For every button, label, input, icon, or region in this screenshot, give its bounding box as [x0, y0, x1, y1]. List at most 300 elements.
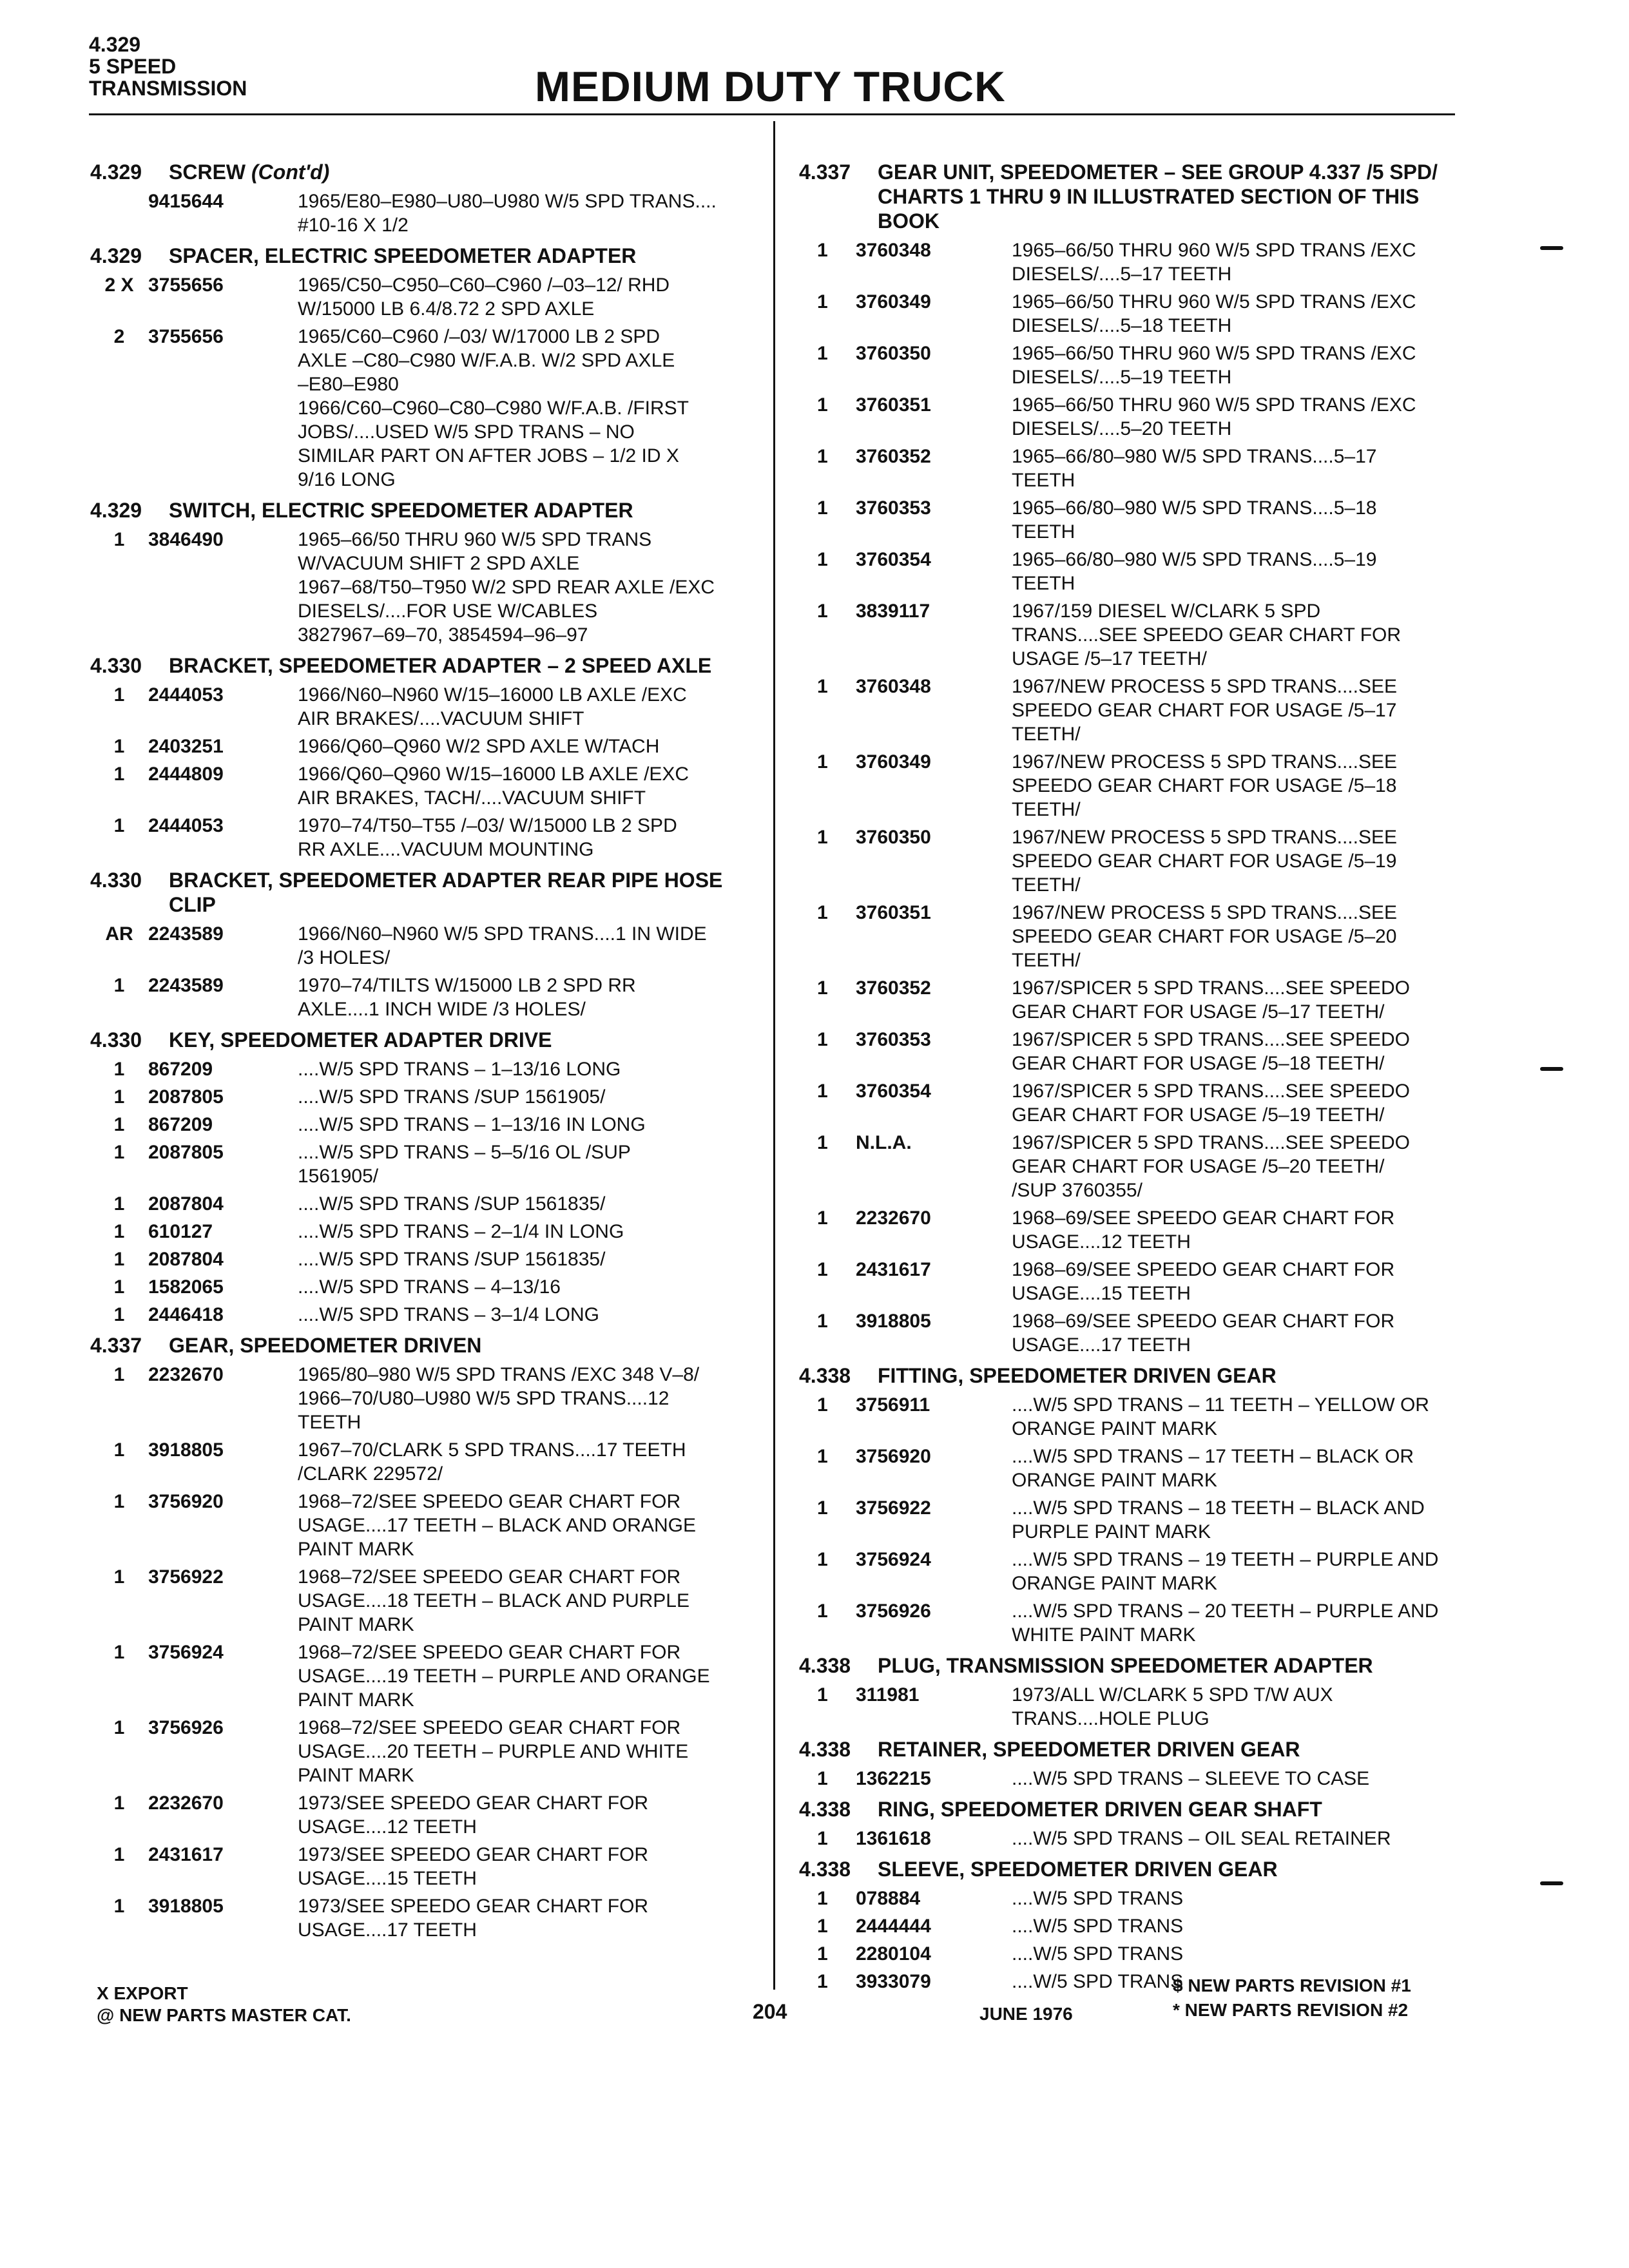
- description-line: TEETH/: [1012, 874, 1081, 896]
- part-number: 3756924: [148, 1642, 224, 1663]
- description-line: 9/16 LONG: [298, 469, 396, 490]
- section-code: 4.337: [799, 160, 851, 184]
- part-description: [985, 1548, 1456, 1595]
- part-number: 3846490: [148, 529, 224, 550]
- description-line: USAGE....15 TEETH: [1012, 1283, 1191, 1304]
- description-line: 1968–72/SEE SPEEDO GEAR CHART FOR: [298, 1642, 681, 1663]
- description-line: 1967/159 DIESEL W/CLARK 5 SPD: [1012, 601, 1321, 622]
- description-line: ....W/5 SPD TRANS – 17 TEETH – BLACK OR: [1012, 1446, 1414, 1467]
- part-number: 2280104: [856, 1943, 931, 1965]
- description-line: 1966/C60–C960–C80–C980 W/F.A.B. /FIRST: [298, 398, 689, 419]
- part-quantity: 1: [817, 977, 828, 999]
- part-number: 3933079: [856, 1971, 931, 1992]
- description-line: PURPLE PAINT MARK: [1012, 1521, 1211, 1542]
- part-quantity: 1: [113, 1364, 125, 1385]
- part-number: 3755656: [148, 274, 224, 296]
- section-continued: (Cont'd): [251, 160, 330, 184]
- description-line: W/15000 LB 6.4/8.72 2 SPD AXLE: [298, 298, 595, 320]
- part-description: [985, 1258, 1456, 1305]
- description-line: 1968–69/SEE SPEEDO GEAR CHART FOR: [1012, 1311, 1395, 1332]
- section-title: [878, 1653, 1456, 1678]
- description-line: ....W/5 SPD TRANS /SUP 1561835/: [298, 1249, 606, 1270]
- part-number: 3918805: [148, 1439, 224, 1461]
- part-description: [271, 1140, 760, 1188]
- part-number: 610127: [148, 1221, 213, 1242]
- part-number: 3756922: [148, 1566, 224, 1588]
- section-title-text: KEY, SPEEDOMETER ADAPTER DRIVE: [169, 1028, 552, 1052]
- part-description: [271, 1220, 760, 1244]
- part-description: [985, 1393, 1456, 1441]
- right-column: [799, 160, 1456, 2000]
- parts-section: [90, 498, 760, 647]
- part-quantity: 1: [817, 1207, 828, 1229]
- parts-section: [799, 1737, 1456, 1791]
- part-description: [985, 750, 1456, 822]
- description-line: TEETH/: [1012, 950, 1081, 971]
- part-number: N.L.A.: [856, 1132, 912, 1153]
- description-line: 1967/SPICER 5 SPD TRANS....SEE SPEEDO: [1012, 1029, 1411, 1050]
- part-number: 3760351: [856, 394, 931, 416]
- footer-revision-2: * NEW PARTS REVISION #2: [1173, 2000, 1409, 2020]
- part-description: [985, 290, 1456, 338]
- description-line: TEETH: [1012, 521, 1075, 543]
- section-heading: [799, 1737, 1456, 1762]
- part-entry: [799, 976, 1456, 1024]
- description-line: /SUP 3760355/: [1012, 1180, 1142, 1201]
- part-number: 078884: [856, 1888, 921, 1909]
- part-quantity: 1: [113, 815, 125, 836]
- part-description: [271, 1894, 760, 1942]
- part-description: [271, 1791, 760, 1839]
- description-line: ....W/5 SPD TRANS – 3–1/4 LONG: [298, 1304, 599, 1325]
- part-entry: [799, 1887, 1456, 1910]
- header-line-code: 4.329: [89, 33, 141, 56]
- description-line: USAGE....17 TEETH: [298, 1919, 477, 1941]
- part-quantity: 1: [113, 1114, 125, 1135]
- part-entry: [799, 1445, 1456, 1492]
- section-heading: [90, 868, 760, 917]
- description-line: /CLARK 229572/: [298, 1463, 443, 1485]
- part-quantity: 1: [817, 1600, 828, 1622]
- part-description: [271, 273, 760, 321]
- part-description: [271, 1303, 760, 1327]
- description-line: 1965/C50–C950–C60–C960 /–03–12/ RHD: [298, 274, 670, 296]
- part-description: [985, 599, 1456, 671]
- part-quantity: 1: [817, 676, 828, 697]
- part-description: [985, 238, 1456, 286]
- part-quantity: 1: [817, 1394, 828, 1416]
- part-number: 3756926: [856, 1600, 931, 1622]
- part-description: [985, 445, 1456, 492]
- part-quantity: 1: [817, 1311, 828, 1332]
- description-line: 1966/N60–N960 W/5 SPD TRANS....1 IN WIDE: [298, 923, 707, 945]
- part-entry: [799, 445, 1456, 492]
- description-line: SPEEDO GEAR CHART FOR USAGE /5–17: [1012, 700, 1397, 721]
- part-number: 3918805: [148, 1896, 224, 1917]
- section-title: [169, 498, 760, 523]
- part-quantity: 1: [817, 446, 828, 467]
- description-line: TEETH/: [1012, 724, 1081, 745]
- description-line: USAGE....12 TEETH: [1012, 1231, 1191, 1253]
- description-line: ....W/5 SPD TRANS – 2–1/4 IN LONG: [298, 1221, 624, 1242]
- part-quantity: 1: [817, 1828, 828, 1849]
- section-title: [878, 160, 1456, 233]
- description-line: TEETH: [1012, 573, 1075, 594]
- part-quantity: 1: [817, 1888, 828, 1909]
- part-quantity: 1: [113, 1491, 125, 1512]
- margin-mark: [1540, 246, 1563, 250]
- section-title-text: RING, SPEEDOMETER DRIVEN GEAR SHAFT: [878, 1798, 1322, 1821]
- section-title: [169, 1028, 760, 1052]
- part-number: 3756920: [856, 1446, 931, 1467]
- part-number: 2232670: [148, 1364, 224, 1385]
- description-line: W/VACUUM SHIFT 2 SPD AXLE: [298, 553, 580, 574]
- description-line: AIR BRAKES/....VACUUM SHIFT: [298, 708, 584, 729]
- part-number: 3760349: [856, 291, 931, 312]
- part-quantity: 1: [113, 684, 125, 706]
- description-line: ....W/5 SPD TRANS – 18 TEETH – BLACK AND: [1012, 1497, 1425, 1519]
- part-description: [985, 1827, 1456, 1850]
- part-description: [985, 1496, 1456, 1544]
- section-title-text: RETAINER, SPEEDOMETER DRIVEN GEAR: [878, 1738, 1300, 1761]
- description-line: TRANS....HOLE PLUG: [1012, 1708, 1210, 1729]
- part-number: 2232670: [148, 1792, 224, 1814]
- page-title: MEDIUM DUTY TRUCK: [535, 62, 1006, 110]
- part-entry: [90, 1716, 760, 1787]
- part-quantity: 1: [817, 394, 828, 416]
- part-number: 3756911: [856, 1394, 930, 1416]
- part-quantity: 1: [113, 1566, 125, 1588]
- part-quantity: 1: [113, 1276, 125, 1298]
- part-number: 1362215: [856, 1768, 931, 1789]
- part-description: [985, 901, 1456, 972]
- description-line: JOBS/....USED W/5 SPD TRANS – NO: [298, 421, 635, 443]
- description-line: ....W/5 SPD TRANS – 5–5/16 OL /SUP: [298, 1142, 631, 1163]
- part-entry: [90, 1140, 760, 1188]
- section-code: 4.329: [90, 244, 142, 267]
- description-line: 1965–66/80–980 W/5 SPD TRANS....5–19: [1012, 549, 1377, 570]
- part-description: [271, 528, 760, 647]
- description-line: PAINT MARK: [298, 1614, 414, 1635]
- description-line: SPEEDO GEAR CHART FOR USAGE /5–19: [1012, 850, 1397, 872]
- section-heading: [90, 1028, 760, 1052]
- section-title: [169, 244, 760, 268]
- part-number: 3839117: [856, 601, 930, 622]
- column-divider: [773, 121, 775, 1990]
- part-entry: [90, 735, 760, 758]
- part-number: 2243589: [148, 975, 224, 996]
- part-number: 311981: [856, 1684, 920, 1706]
- section-title: [878, 1737, 1456, 1762]
- part-quantity: 1: [817, 1497, 828, 1519]
- parts-section: [90, 868, 760, 1021]
- part-number: 9415644: [148, 191, 224, 212]
- description-line: SIMILAR PART ON AFTER JOBS – 1/2 ID X: [298, 445, 679, 466]
- description-line: DIESELS/....5–19 TEETH: [1012, 367, 1232, 388]
- part-quantity: 1: [817, 343, 828, 364]
- section-title: [169, 160, 760, 184]
- description-line: 1967/NEW PROCESS 5 SPD TRANS....SEE: [1012, 676, 1397, 697]
- part-quantity: 1: [817, 1943, 828, 1965]
- parts-section: [799, 1797, 1456, 1850]
- part-entry: [90, 528, 760, 647]
- description-line: GEAR CHART FOR USAGE /5–19 TEETH/: [1012, 1104, 1385, 1126]
- part-entry: [90, 1303, 760, 1327]
- description-line: USAGE....17 TEETH – BLACK AND ORANGE: [298, 1515, 696, 1536]
- parts-section: [90, 160, 760, 237]
- part-number: 2446418: [148, 1304, 224, 1325]
- description-line: 1967/NEW PROCESS 5 SPD TRANS....SEE: [1012, 902, 1397, 923]
- part-description: [271, 325, 760, 492]
- description-line: 1967/SPICER 5 SPD TRANS....SEE SPEEDO: [1012, 1081, 1411, 1102]
- parts-section: [799, 1857, 1456, 1994]
- part-description: [271, 1363, 760, 1434]
- part-quantity: 1: [817, 1132, 828, 1153]
- header-line-transmission: TRANSMISSION: [89, 77, 247, 100]
- part-quantity: 1: [113, 1193, 125, 1215]
- part-entry: [799, 901, 1456, 972]
- section-title: [169, 868, 760, 917]
- part-entry: [799, 599, 1456, 671]
- description-line: SPEEDO GEAR CHART FOR USAGE /5–20: [1012, 926, 1397, 947]
- section-title-text: GEAR UNIT, SPEEDOMETER – SEE GROUP 4.337 /5 SPD/ CHARTS 1 THRU 9 IN ILLUSTRATED SECTION OF THIS BOOK: [878, 160, 1438, 233]
- part-quantity: 1: [113, 1059, 125, 1080]
- section-title-text: SLEEVE, SPEEDOMETER DRIVEN GEAR: [878, 1858, 1278, 1881]
- part-description: [271, 1192, 760, 1216]
- header-group: [89, 34, 247, 99]
- part-description: [985, 1599, 1456, 1647]
- description-line: USAGE....20 TEETH – PURPLE AND WHITE: [298, 1741, 689, 1762]
- part-quantity: 1: [817, 751, 828, 773]
- part-number: 3918805: [856, 1311, 931, 1332]
- description-line: WHITE PAINT MARK: [1012, 1624, 1196, 1646]
- part-entry: [90, 974, 760, 1021]
- description-line: 1967/SPICER 5 SPD TRANS....SEE SPEEDO: [1012, 977, 1411, 999]
- section-title: [878, 1797, 1456, 1821]
- description-line: 1965/80–980 W/5 SPD TRANS /EXC 348 V–8/: [298, 1364, 700, 1385]
- section-title: [169, 1333, 760, 1358]
- section-title-text: BRACKET, SPEEDOMETER ADAPTER – 2 SPEED AXLE: [169, 654, 712, 677]
- parts-section: [90, 1333, 760, 1942]
- description-line: PAINT MARK: [298, 1539, 414, 1560]
- part-number: 1582065: [148, 1276, 224, 1298]
- left-column: [90, 160, 760, 1948]
- part-description: [985, 1131, 1456, 1202]
- footer-date: JUNE 1976: [979, 2004, 1073, 2024]
- part-entry: [799, 1309, 1456, 1357]
- part-description: [985, 1767, 1456, 1791]
- part-quantity: 1: [113, 1439, 125, 1461]
- description-line: 1965–66/50 THRU 960 W/5 SPD TRANS /EXC: [1012, 240, 1416, 261]
- description-line: 1967/SPICER 5 SPD TRANS....SEE SPEEDO: [1012, 1132, 1411, 1153]
- part-entry: [90, 1085, 760, 1109]
- part-quantity: AR: [105, 923, 133, 945]
- part-description: [985, 1683, 1456, 1731]
- part-quantity: 1: [113, 1304, 125, 1325]
- parts-section: [799, 1653, 1456, 1731]
- part-number: 3760352: [856, 446, 931, 467]
- part-quantity: 1: [817, 549, 828, 570]
- section-heading: [799, 1363, 1456, 1388]
- description-line: 1968–69/SEE SPEEDO GEAR CHART FOR: [1012, 1207, 1395, 1229]
- part-entry: [90, 1490, 760, 1561]
- part-entry: [90, 1363, 760, 1434]
- parts-section: [799, 160, 1456, 1357]
- footer-master-cat: @ NEW PARTS MASTER CAT.: [97, 2005, 351, 2025]
- part-number: 3760349: [856, 751, 931, 773]
- part-description: [271, 1275, 760, 1299]
- part-entry: [799, 238, 1456, 286]
- part-quantity: 1: [113, 764, 125, 785]
- part-number: 2444053: [148, 815, 224, 836]
- section-title-text: GEAR, SPEEDOMETER DRIVEN: [169, 1334, 482, 1357]
- description-line: 1966/Q60–Q960 W/2 SPD AXLE W/TACH: [298, 736, 660, 757]
- section-heading: [799, 1653, 1456, 1678]
- footer-export: X EXPORT: [97, 1983, 188, 2003]
- section-title: [878, 1857, 1456, 1881]
- part-description: [985, 1309, 1456, 1357]
- description-line: SPEEDO GEAR CHART FOR USAGE /5–18: [1012, 775, 1397, 796]
- description-line: ....W/5 SPD TRANS – OIL SEAL RETAINER: [1012, 1828, 1391, 1849]
- part-entry: [90, 1247, 760, 1271]
- section-heading: [90, 653, 760, 678]
- header-line-speed: 5 SPEED: [89, 55, 177, 78]
- description-line: TEETH/: [1012, 799, 1081, 820]
- description-line: ....W/5 SPD TRANS: [1012, 1916, 1184, 1937]
- description-line: ....W/5 SPD TRANS – 4–13/16: [298, 1276, 561, 1298]
- part-entry: [799, 290, 1456, 338]
- part-description: [271, 1438, 760, 1486]
- description-line: ....W/5 SPD TRANS: [1012, 1943, 1184, 1965]
- part-description: [271, 974, 760, 1021]
- part-quantity: 1: [817, 1971, 828, 1992]
- part-number: 2087805: [148, 1142, 224, 1163]
- part-entry: [799, 1548, 1456, 1595]
- part-description: [271, 922, 760, 970]
- part-description: [271, 814, 760, 861]
- description-line: AXLE....1 INCH WIDE /3 HOLES/: [298, 999, 586, 1020]
- description-line: DIESELS/....5–20 TEETH: [1012, 418, 1232, 439]
- part-entry: [90, 1843, 760, 1890]
- description-line: TEETH: [298, 1412, 361, 1433]
- part-number: 2403251: [148, 736, 224, 757]
- description-line: 1967–70/CLARK 5 SPD TRANS....17 TEETH: [298, 1439, 686, 1461]
- description-line: 1968–72/SEE SPEEDO GEAR CHART FOR: [298, 1491, 681, 1512]
- description-line: ORANGE PAINT MARK: [1012, 1573, 1217, 1594]
- part-description: [985, 1206, 1456, 1254]
- description-line: 1965–66/50 THRU 960 W/5 SPD TRANS /EXC: [1012, 394, 1416, 416]
- part-entry: [799, 1206, 1456, 1254]
- part-description: [271, 1640, 760, 1712]
- part-entry: [799, 1599, 1456, 1647]
- part-entry: [90, 1565, 760, 1637]
- part-number: 3760348: [856, 240, 931, 261]
- description-line: 1965/C60–C960 /–03/ W/17000 LB 2 SPD: [298, 326, 660, 347]
- description-line: 1968–72/SEE SPEEDO GEAR CHART FOR: [298, 1717, 681, 1738]
- description-line: ....W/5 SPD TRANS: [1012, 1971, 1184, 1992]
- description-line: ORANGE PAINT MARK: [1012, 1418, 1217, 1439]
- section-code: 4.330: [90, 869, 142, 892]
- page-number: 204: [753, 2000, 787, 2023]
- part-description: [985, 1445, 1456, 1492]
- section-heading: [90, 498, 760, 523]
- part-description: [985, 976, 1456, 1024]
- part-quantity: 1: [817, 1029, 828, 1050]
- part-number: 2243589: [148, 923, 224, 945]
- part-quantity: 1: [817, 1081, 828, 1102]
- part-description: [985, 1914, 1456, 1938]
- section-title-text: SCREW: [169, 160, 246, 184]
- part-entry: [90, 814, 760, 861]
- section-code: 4.338: [799, 1738, 851, 1761]
- section-code: 4.329: [90, 160, 142, 184]
- description-line: ....W/5 SPD TRANS – 11 TEETH – YELLOW OR: [1012, 1394, 1429, 1416]
- part-quantity: 1: [817, 827, 828, 848]
- part-number: 2444444: [856, 1916, 931, 1937]
- description-line: GEAR CHART FOR USAGE /5–17 TEETH/: [1012, 1001, 1385, 1023]
- description-line: 1967/NEW PROCESS 5 SPD TRANS....SEE: [1012, 827, 1397, 848]
- part-number: 3760353: [856, 1029, 931, 1050]
- part-quantity: 1: [817, 1916, 828, 1937]
- description-line: ....W/5 SPD TRANS – SLEEVE TO CASE: [1012, 1768, 1370, 1789]
- description-line: DIESELS/....5–17 TEETH: [1012, 264, 1232, 285]
- description-line: GEAR CHART FOR USAGE /5–20 TEETH/: [1012, 1156, 1385, 1177]
- part-quantity: 1: [817, 601, 828, 622]
- description-line: PAINT MARK: [298, 1689, 414, 1711]
- part-quantity: 1: [113, 1142, 125, 1163]
- part-entry: [90, 1192, 760, 1216]
- section-title: [878, 1363, 1456, 1388]
- part-number: 3760354: [856, 1081, 931, 1102]
- part-description: [985, 496, 1456, 544]
- part-entry: [90, 1791, 760, 1839]
- part-description: [271, 735, 760, 758]
- part-quantity: 1: [817, 1549, 828, 1570]
- part-description: [985, 393, 1456, 441]
- section-heading: [90, 1333, 760, 1358]
- description-line: PAINT MARK: [298, 1765, 414, 1786]
- description-line: 1970–74/TILTS W/15000 LB 2 SPD RR: [298, 975, 636, 996]
- description-line: USAGE....15 TEETH: [298, 1868, 477, 1889]
- part-quantity: 1: [817, 1684, 828, 1706]
- part-quantity: 1: [817, 902, 828, 923]
- part-entry: [799, 825, 1456, 897]
- description-line: DIESELS/....FOR USE W/CABLES: [298, 601, 598, 622]
- part-number: 867209: [148, 1114, 213, 1135]
- section-code: 4.330: [90, 1028, 142, 1052]
- description-line: AXLE –C80–C980 W/F.A.B. W/2 SPD AXLE: [298, 350, 675, 371]
- part-entry: [799, 341, 1456, 389]
- description-line: 1561905/: [298, 1166, 379, 1187]
- part-entry: [90, 762, 760, 810]
- part-description: [985, 548, 1456, 595]
- description-line: 1965–66/50 THRU 960 W/5 SPD TRANS /EXC: [1012, 343, 1416, 364]
- description-line: 1973/SEE SPEEDO GEAR CHART FOR: [298, 1844, 649, 1865]
- part-description: [271, 762, 760, 810]
- part-quantity: 1: [113, 1086, 125, 1108]
- part-entry: [90, 1894, 760, 1942]
- part-number: 3760354: [856, 549, 931, 570]
- part-number: 3756922: [856, 1497, 931, 1519]
- part-number: 2087804: [148, 1249, 224, 1270]
- part-entry: [799, 1496, 1456, 1544]
- description-line: 1965–66/50 THRU 960 W/5 SPD TRANS: [298, 529, 652, 550]
- description-line: ....W/5 SPD TRANS – 1–13/16 LONG: [298, 1059, 621, 1080]
- part-number: 2232670: [856, 1207, 931, 1229]
- parts-section: [90, 653, 760, 861]
- part-description: [985, 1942, 1456, 1966]
- description-line: 1970–74/T50–T55 /–03/ W/15000 LB 2 SPD: [298, 815, 677, 836]
